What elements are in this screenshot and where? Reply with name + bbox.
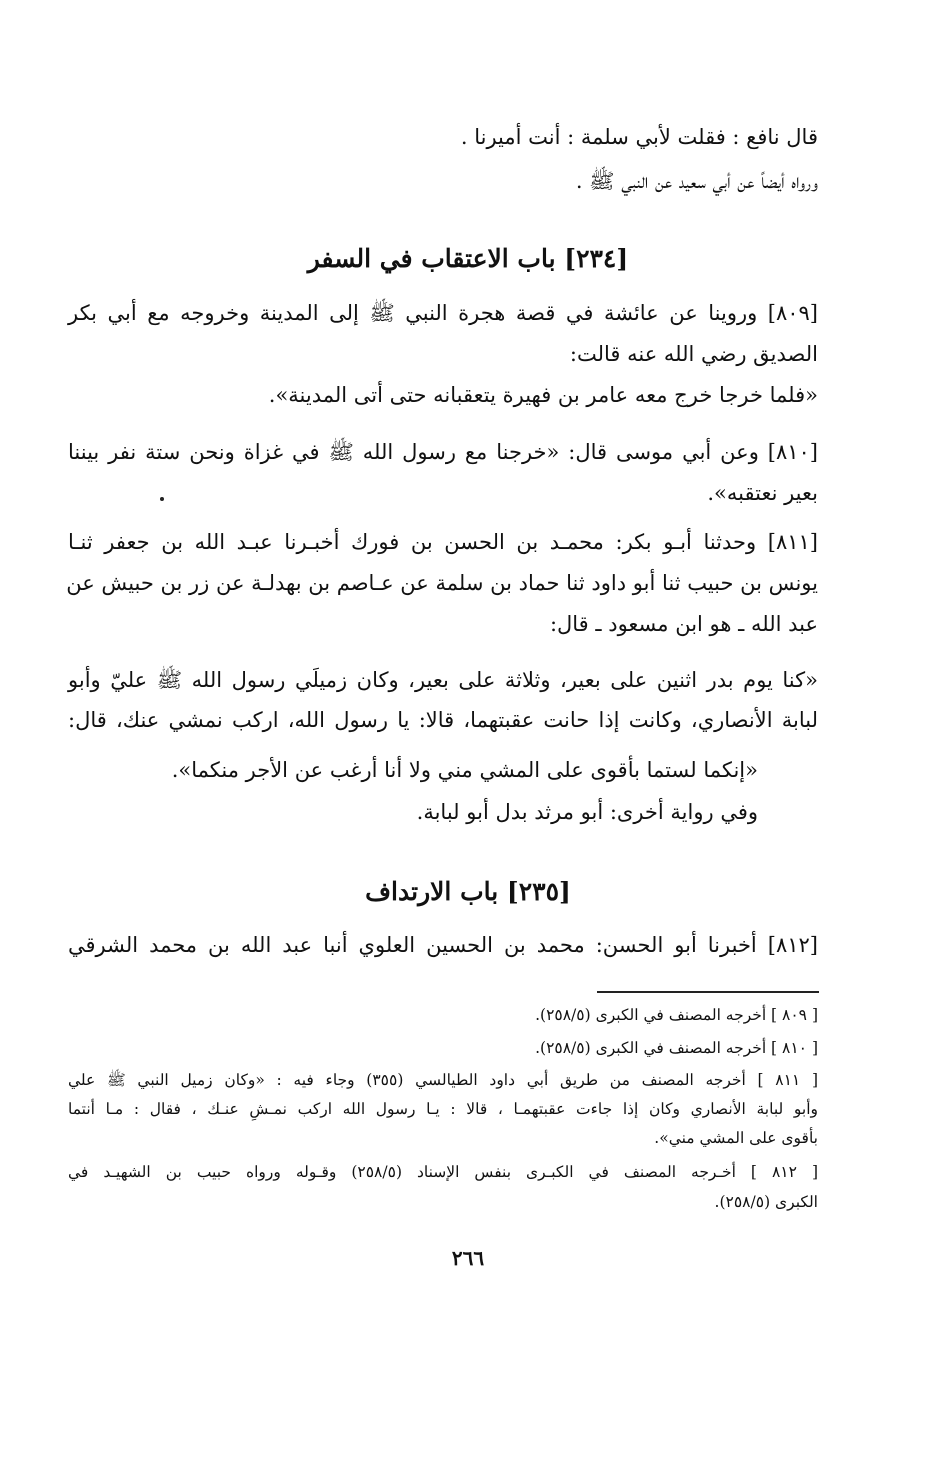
footnote-810: [ ٨١٠ ] أخرجه المصنف في الكبرى (٢٥٨/٥). <box>535 1039 818 1057</box>
hadith-811-quote-3: «إنكما لستما بأقوى على المشي مني ولا أنا أرغب عن الأجر منكما». <box>171 758 758 782</box>
hadith-809-line-2: الصديق رضي الله عنه قالت: <box>569 342 818 366</box>
footnote-separator <box>597 991 819 993</box>
footnote-812-line-1: [ ٨١٢ ] أخـرجه المصنف في الكبـرى بنفس الإسناد (٢٥٨/٥) وقـوله ورواه حبيب بن الشهيـد في <box>68 1163 819 1181</box>
hadith-811-quote-2: لبابة الأنصاري، وكانت إذا حانت عقبتهما، قالا: يا رسول الله، اركب نمشي عنك، قال: <box>68 708 818 732</box>
hadith-811-line-2: يونس بن حبيب ثنا أبو داود ثنا حماد بن سلمة عن عـاصم بن بهدلـة عن زر بن حبيش عن <box>66 571 818 595</box>
hadith-809-quote: «فلما خرجا خرج معه عامر بن فهيرة يتعقبانه حتى أتى المدينة». <box>268 383 818 407</box>
hadith-811-line-3: عبد الله ـ هو ابن مسعود ـ قال: <box>549 612 818 636</box>
page-number: ٢٦٦ <box>451 1246 485 1270</box>
hadith-811-quote-1: «كنا يوم بدر اثنين على بعير، وثلاثة على بعير، وكان زميلَي رسول الله ﷺ عليّ وأبو <box>68 668 818 692</box>
hadith-811-line-1: [٨١١] وحدثنا أبـو بكر: محمـد بن الحسن بن فورك أخبـرنا عبـد الله بن جعفر ثنـا <box>68 530 818 554</box>
footnote-809: [ ٨٠٩ ] أخرجه المصنف في الكبرى (٢٥٨/٥). <box>535 1006 818 1024</box>
chapter-heading-235: [٢٣٥] باب الارتداف <box>365 877 571 906</box>
intro-line-2: ورواه أيضاً عن أبي سعيد عن النبي ﷺ . <box>575 169 818 193</box>
intro-line-1: قال نافع : فقلت لأبي سلمة : أنت أميرنا . <box>460 125 818 149</box>
footnote-812-line-2: الكبرى (٢٥٨/٥). <box>714 1193 818 1211</box>
footnote-811-line-3: بأقوى على المشي مني». <box>654 1129 818 1147</box>
hadith-809-line-1: [٨٠٩] وروينا عن عائشة في قصة هجرة النبي ﷺ إلى المدينة وخروجه مع أبي بكر <box>68 301 818 325</box>
ink-speck <box>160 497 164 501</box>
hadith-811-alt-narration: وفي رواية أخرى: أبو مرثد بدل أبو لبابة. <box>416 800 758 824</box>
hadith-810-line-2: بعير نعتقبه». <box>707 481 818 505</box>
hadith-810-line-1: [٨١٠] وعن أبي موسى قال: «خرجنا مع رسول الله ﷺ في غزاة ونحن ستة نفر بيننا <box>68 440 818 464</box>
hadith-812-line-1: [٨١٢] أخبرنا أبو الحسن: محمد بن الحسين العلوي أنبا عبد الله بن محمد الشرقي <box>68 933 818 957</box>
footnote-811-line-2: وأبو لبابة الأنصاري وكان إذا جاءت عقبتهمـا ، قالا : يـا رسول الله اركب نمـشِ عنـك ، فقال : مـا أنتما <box>68 1100 818 1118</box>
chapter-heading-234: [٢٣٤] باب الاعتقاب في السفر <box>307 244 629 273</box>
footnote-811-line-1: [ ٨١١ ] أخرجه المصنف من طريق أبي داود الطيالسي (٣٥٥) وجاء فيه : «وكان زميل النبي ﷺ علي <box>68 1071 818 1089</box>
